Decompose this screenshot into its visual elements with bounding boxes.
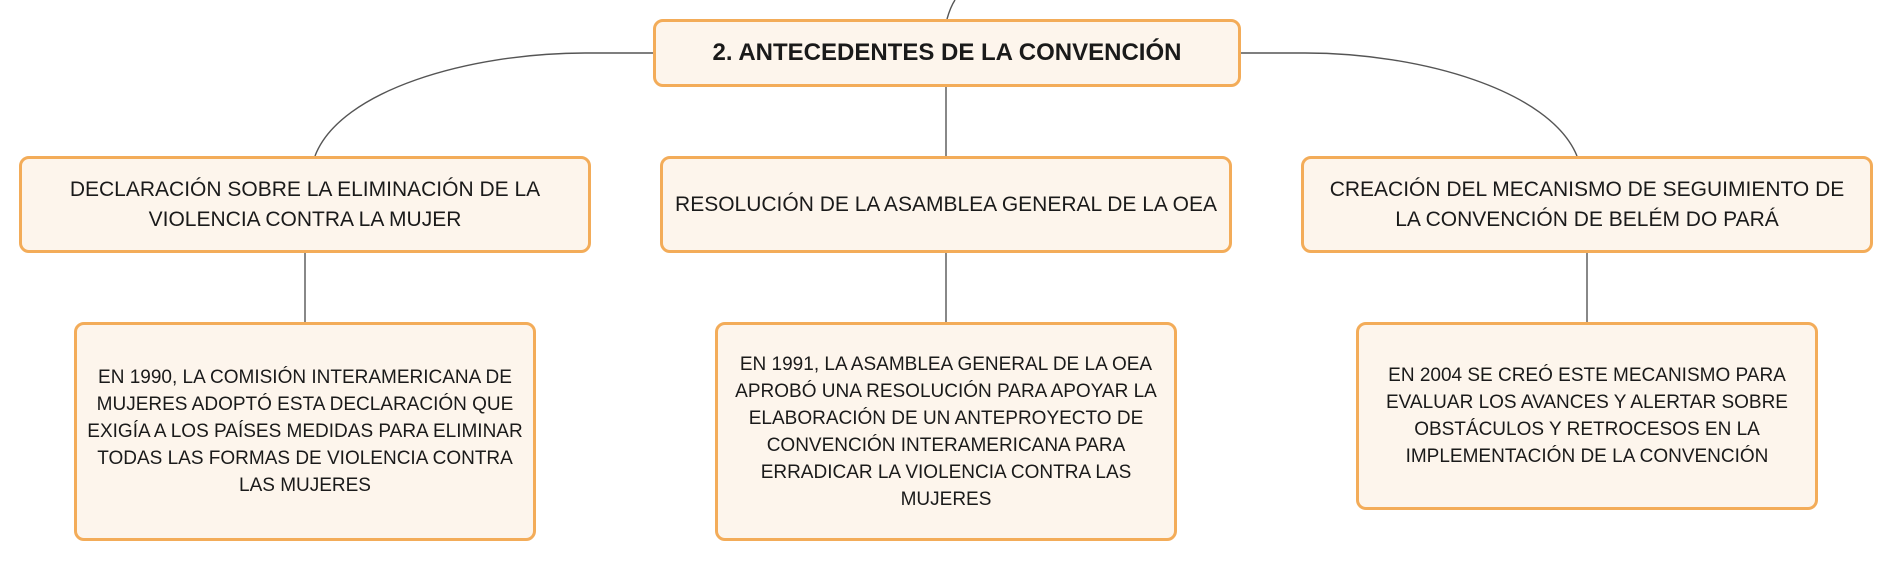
detail-node-declaracion[interactable] xyxy=(74,322,536,541)
root-node[interactable] xyxy=(653,19,1241,87)
topic-node-label: DECLARACIÓN SOBRE LA ELIMINACIÓN DE LA VIOLENCIA CONTRA LA MUJER xyxy=(69,177,541,231)
topic-node-resolucion[interactable] xyxy=(660,156,1232,253)
connector-root-to-topic-3 xyxy=(1241,53,1577,156)
topic-node-mecanismo[interactable] xyxy=(1301,156,1873,253)
topic-node-label: CREACIÓN DEL MECANISMO DE SEGUIMIENTO DE LA CONVENCIÓN DE BELÉM DO PARÁ xyxy=(1329,177,1845,231)
detail-node-text: EN 1990, LA COMISIÓN INTERAMERICANA DE MUJERES ADOPTÓ ESTA DECLARACIÓN QUE EXIGÍA A LOS PAÍSES MEDIDAS PARA ELIMINAR TODAS LAS FORMAS DE VIOLENCIA CONTRA LAS MUJERES xyxy=(87,367,523,496)
root-node-label: 2. ANTECEDENTES DE LA CONVENCIÓN xyxy=(712,39,1182,66)
detail-node-resolucion[interactable] xyxy=(715,322,1177,541)
detail-node-mecanismo[interactable] xyxy=(1356,322,1818,510)
connector-root-to-topic-1 xyxy=(315,53,653,156)
connector-from-parent xyxy=(947,0,955,19)
detail-node-text: EN 2004 SE CREÓ ESTE MECANISMO PARA EVALUAR LOS AVANCES Y ALERTAR SOBRE OBSTÁCULOS Y RETROCESOS EN LA IMPLEMENTACIÓN DE LA CONVENCIÓN xyxy=(1386,365,1788,467)
detail-node-text: EN 1991, LA ASAMBLEA GENERAL DE LA OEA APROBÓ UNA RESOLUCIÓN PARA APOYAR LA ELABORACIÓN DE UN ANTEPROYECTO DE CONVENCIÓN INTERAMERICANA PARA ERRADICAR LA VIOLENCIA CONTRA LAS MUJERES xyxy=(735,353,1157,510)
topic-node-declaracion[interactable] xyxy=(19,156,591,253)
topic-node-label: RESOLUCIÓN DE LA ASAMBLEA GENERAL DE LA OEA xyxy=(675,192,1217,216)
